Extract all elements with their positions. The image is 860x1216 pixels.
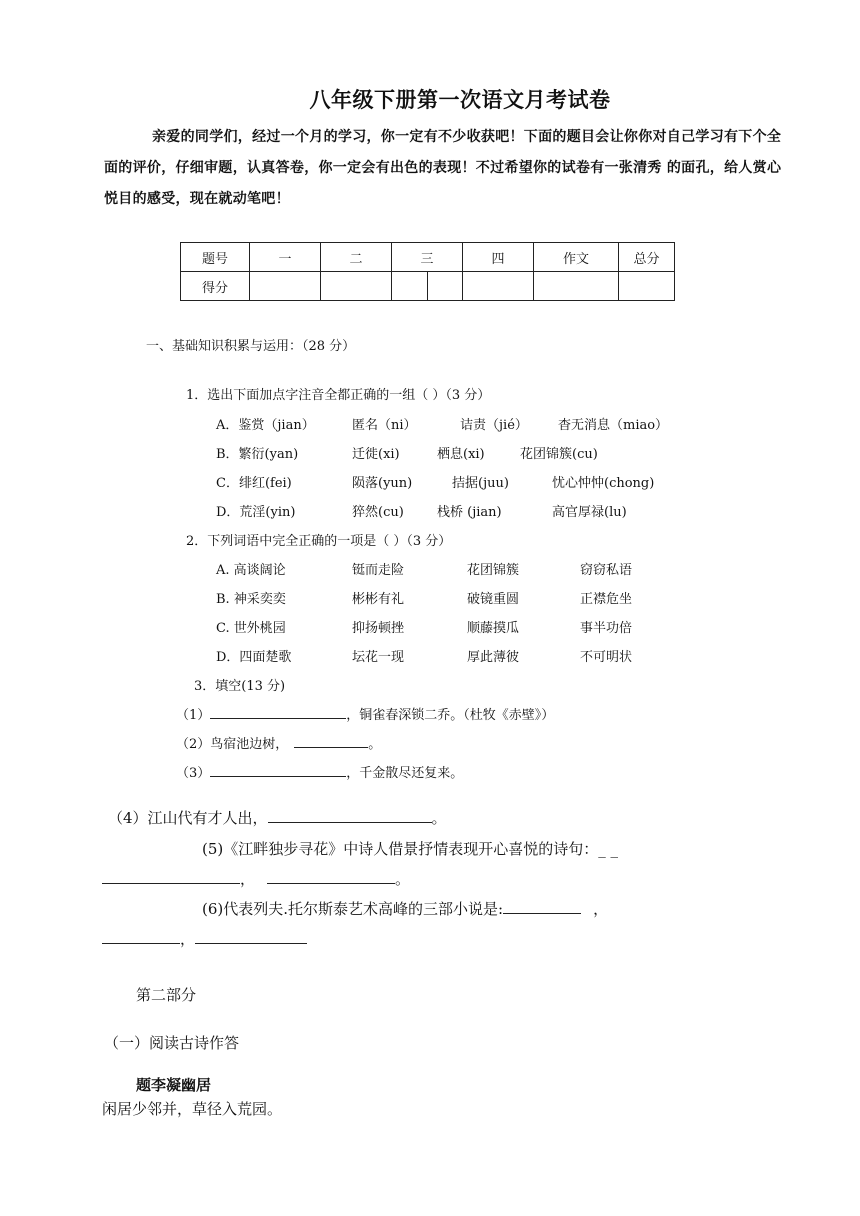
part2-subheading: （一）阅读古诗作答 — [104, 1034, 240, 1052]
option-text: 不可明状 — [580, 650, 633, 665]
fill-text: （4）江山代有才人出， — [108, 809, 268, 827]
score-header-cell: 作文 — [534, 243, 619, 272]
fill-item-6-line2 — [102, 928, 307, 949]
q1-stem: 1．选出下面加点字注音全都正确的一组（ ）（3 分） — [186, 388, 491, 403]
score-cell[interactable] — [427, 272, 463, 301]
option-text: C．绯红(fei) — [216, 476, 292, 491]
option-text: 花团锦簇(cu) — [520, 447, 598, 462]
fill-text: ，千金散尽还复来。 — [346, 766, 464, 781]
option-text: 陨落(yun) — [352, 476, 413, 491]
score-cell[interactable] — [534, 272, 619, 301]
option-text: A. 高谈阔论 — [216, 563, 286, 578]
score-cell[interactable] — [321, 272, 392, 301]
answer-blank[interactable] — [195, 929, 307, 944]
score-table-header-row — [181, 243, 675, 272]
fill-text: (6)代表列夫.托尔斯泰艺术高峰的三部小说是: — [202, 900, 504, 918]
option-text: D．四面楚歌 — [216, 650, 292, 665]
score-header-cell: 一 — [250, 243, 321, 272]
option-text: 铤而走险 — [352, 563, 405, 578]
score-cell[interactable] — [250, 272, 321, 301]
option-text: 栖息(xi) — [437, 447, 485, 462]
option-text: 匿名（ni） — [352, 418, 417, 433]
option-text: D．荒淫(yin) — [216, 505, 296, 520]
option-text: 拮据(juu) — [452, 476, 509, 491]
score-cell[interactable] — [463, 272, 534, 301]
option-text: 正襟危坐 — [580, 592, 633, 607]
score-cell[interactable] — [392, 272, 428, 301]
score-header-cell: 二 — [321, 243, 392, 272]
fill-item-3 — [176, 762, 463, 781]
option-text: 杳无消息（miao） — [558, 418, 669, 433]
score-header-cell: 题号 — [181, 243, 250, 272]
option-text: 猝然(cu) — [352, 505, 404, 520]
q2-stem: 2．下列词语中完全正确的一项是（ ）（3 分） — [186, 534, 452, 549]
fill-number: （3） — [176, 766, 211, 781]
fill-text: 。 — [395, 870, 411, 888]
option-text: C. 世外桃园 — [216, 621, 286, 636]
option-text: 破镜重圆 — [467, 592, 520, 607]
section1-heading: 一、基础知识积累与运用：（28 分） — [146, 339, 356, 354]
fill-item-5-line1: (5)《江畔独步寻花》中诗人借景抒情表现开心喜悦的诗句：_ _ — [202, 840, 619, 858]
fill-item-2 — [176, 733, 381, 752]
fill-item-5-line2 — [102, 868, 410, 889]
option-text: 花团锦簇 — [467, 563, 520, 578]
fill-text: ， — [240, 870, 256, 888]
answer-blank[interactable] — [102, 869, 240, 884]
fill-text: 。 — [368, 737, 382, 752]
option-text: B．繁衍(yan) — [216, 447, 299, 462]
fill-text: 。 — [431, 809, 447, 827]
fill-number: （1） — [176, 708, 211, 723]
q3-stem: 3．填空(13 分) — [194, 679, 286, 694]
option-text: 忧心忡忡(chong) — [552, 476, 655, 491]
answer-blank[interactable] — [210, 704, 346, 719]
score-table — [180, 242, 675, 301]
part2-heading: 第二部分 — [136, 986, 197, 1004]
option-text: 彬彬有礼 — [352, 592, 405, 607]
answer-blank[interactable] — [503, 899, 581, 914]
fill-text: ，铜雀春深锁二乔。（杜牧《赤壁》） — [346, 708, 555, 723]
option-text: 诘责（jié） — [460, 418, 528, 433]
score-header-cell: 三 — [392, 243, 463, 272]
fill-text: ， — [180, 930, 196, 948]
poem-line: 闲居少邻并，草径入荒园。 — [102, 1100, 283, 1118]
score-header-cell: 四 — [463, 243, 534, 272]
exam-title: 八年级下册第一次语文月考试卷 — [309, 87, 611, 112]
answer-blank[interactable] — [294, 733, 368, 748]
option-text: 厚此薄彼 — [467, 650, 520, 665]
fill-item-6-line1 — [202, 898, 608, 919]
option-text: 坛花一现 — [352, 650, 405, 665]
intro-paragraph: 亲爱的同学们，经过一个月的学习，你一定有不少收获吧！下面的题目会让你你对自己学习有下个全面的评价，仔细审题，认真答卷，你一定会有出色的表现！不过希望你的试卷有一张清秀 的面孔，给人赏心悦目的感受，现在就动笔吧！ — [104, 129, 782, 207]
fill-text: （2）鸟宿池边树， — [176, 737, 289, 752]
fill-item-1 — [176, 704, 554, 723]
answer-blank[interactable] — [268, 808, 432, 823]
answer-blank[interactable] — [210, 762, 346, 777]
poem-title: 题李凝幽居 — [136, 1076, 212, 1094]
option-text: 事半功倍 — [580, 621, 633, 636]
fill-item-4 — [108, 807, 447, 828]
score-header-cell: 总分 — [619, 243, 675, 272]
option-text: 窃窃私语 — [580, 563, 633, 578]
option-text: 栈桥 (jian) — [437, 505, 502, 520]
answer-blank[interactable] — [102, 929, 180, 944]
option-text: 迁徙(xi) — [352, 447, 400, 462]
option-text: B. 神采奕奕 — [216, 592, 286, 607]
score-table-score-row — [181, 272, 675, 301]
option-text: 抑扬顿挫 — [352, 621, 405, 636]
option-text: A．鉴赏（jian） — [216, 418, 315, 433]
option-text: 顺藤摸瓜 — [467, 621, 520, 636]
option-text: 高官厚禄(lu) — [552, 505, 627, 520]
fill-text: ， — [593, 900, 609, 918]
score-cell[interactable] — [619, 272, 675, 301]
answer-blank[interactable] — [267, 869, 395, 884]
score-row-label: 得分 — [181, 272, 250, 301]
